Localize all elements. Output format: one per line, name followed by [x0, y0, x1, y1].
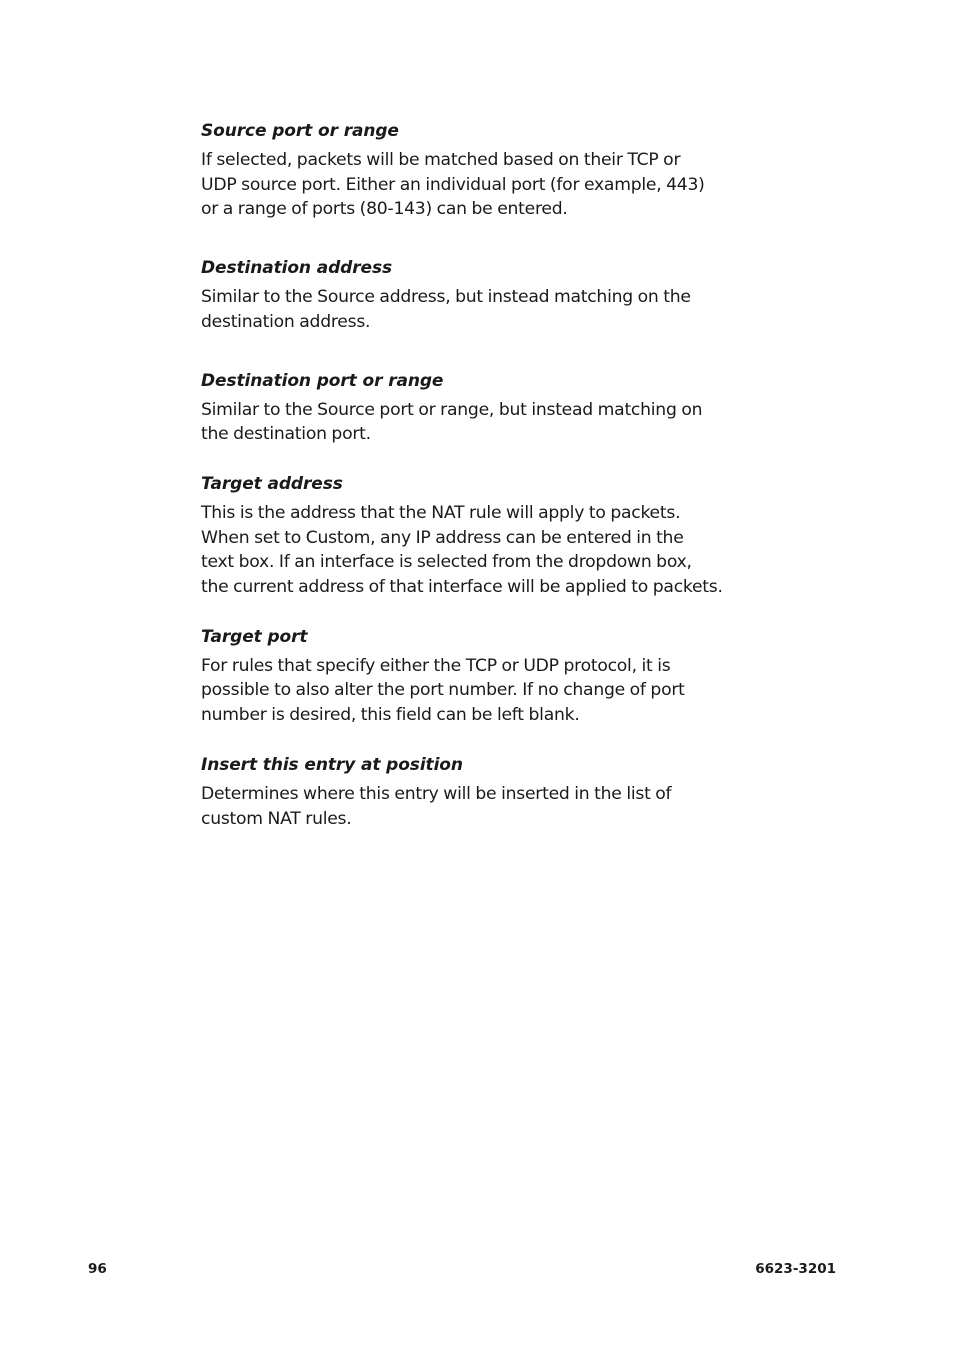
page-number: 96 — [88, 1261, 107, 1277]
section-destination-address — [201, 256, 741, 334]
paragraph-line: number is desired, this field can be left blank. — [201, 705, 580, 726]
section-target-address — [201, 472, 741, 600]
section-target-port — [201, 625, 741, 728]
paragraph-line: This is the address that the NAT rule will apply to packets. — [201, 502, 681, 523]
paragraph-line: custom NAT rules. — [201, 808, 352, 829]
section-paragraph — [201, 501, 741, 600]
section-paragraph — [201, 398, 741, 447]
section-heading: Destination address — [201, 258, 393, 279]
document-body — [201, 119, 741, 831]
section-paragraph — [201, 654, 741, 728]
paragraph-line: destination address. — [201, 311, 371, 332]
paragraph-line: text box. If an interface is selected from the dropdown box, — [201, 552, 692, 573]
section-source-port — [201, 119, 741, 222]
section-paragraph — [201, 148, 741, 222]
section-heading: Source port or range — [201, 121, 399, 141]
paragraph-line: Determines where this entry will be inserted in the list of — [201, 783, 672, 804]
section-heading: Target port — [201, 626, 308, 647]
section-paragraph — [201, 782, 741, 831]
section-heading: Insert this entry at position — [201, 754, 463, 775]
paragraph-line: UDP source port. Either an individual port (for example, 443) — [201, 174, 705, 195]
paragraph-line: If selected, packets will be matched based on their TCP or — [201, 150, 681, 170]
section-destination-port — [201, 369, 741, 447]
paragraph-line: possible to also alter the port number. If no change of port — [201, 680, 685, 701]
paragraph-line: Similar to the Source port or range, but instead matching on — [201, 399, 703, 420]
section-paragraph — [201, 285, 741, 334]
paragraph-line: the current address of that interface will be applied to packets. — [201, 577, 723, 598]
paragraph-line: For rules that specify either the TCP or UDP protocol, it is — [201, 655, 671, 676]
section-insert-position — [201, 753, 741, 831]
document-number: 6623-3201 — [755, 1261, 836, 1277]
paragraph-line: When set to Custom, any IP address can be entered in the — [201, 527, 684, 548]
paragraph-line: or a range of ports (80-143) can be entered. — [201, 199, 568, 220]
section-heading: Target address — [201, 473, 343, 494]
paragraph-line: Similar to the Source address, but instead matching on the — [201, 287, 691, 308]
section-heading: Destination port or range — [201, 370, 444, 391]
paragraph-line: the destination port. — [201, 424, 371, 445]
